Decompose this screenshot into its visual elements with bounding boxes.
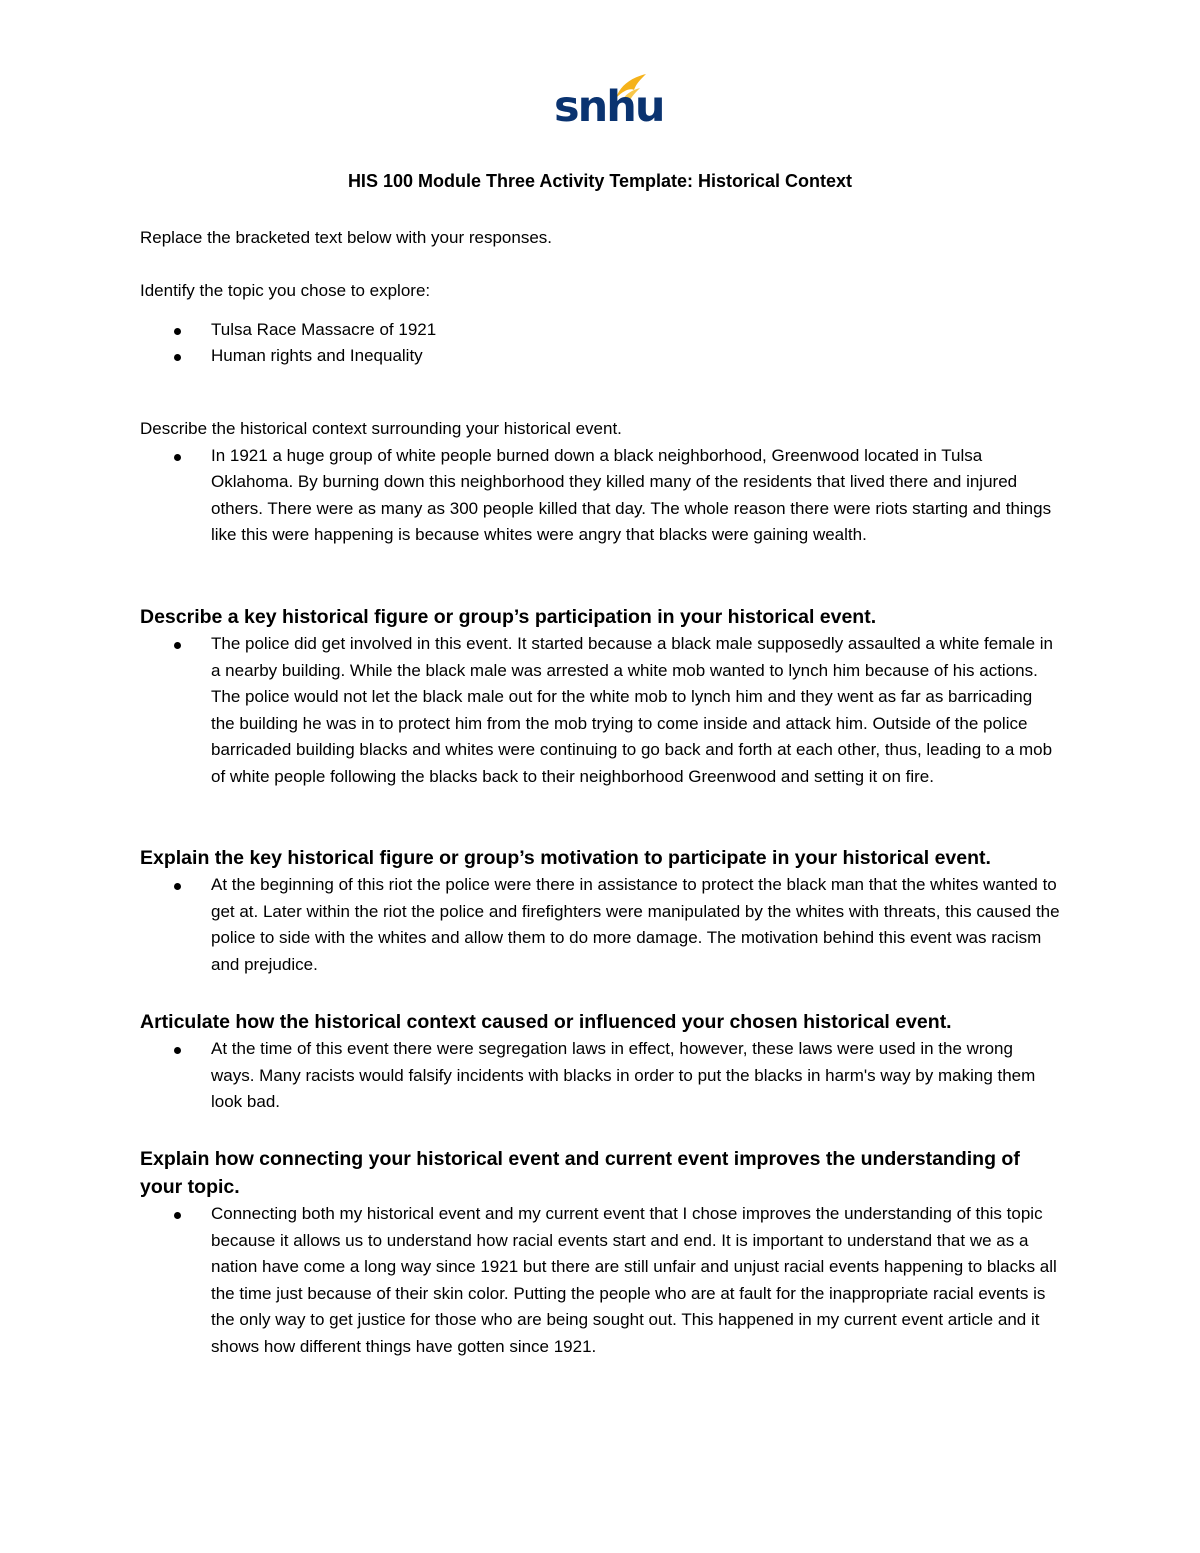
section-heading: Explain how connecting your historical event and current event improves the understanding of your topic. (140, 1148, 1020, 1198)
motivation-list (140, 872, 1060, 978)
bullet-icon (174, 354, 181, 361)
section-heading: Explain the key historical figure or group’s motivation to participate in your historical event. (140, 847, 991, 869)
bullet-icon (174, 642, 181, 649)
motivation-section (140, 844, 1060, 978)
instructions-text: Replace the bracketed text below with your responses. (140, 228, 553, 247)
bullet-icon (174, 328, 181, 335)
connection-section (140, 1145, 1060, 1360)
participation-list (140, 631, 1060, 790)
bullet-icon (174, 883, 181, 890)
bullet-icon (174, 1047, 181, 1054)
list-item: Human rights and Inequality (140, 343, 1060, 370)
connection-list (140, 1201, 1060, 1360)
list-item: Connecting both my historical event and my current event that I chose improves the understanding of this topic because it allows us to understand how racial events start and end. It is important to understand that we as a nation have come a long way since 1921 but there are still unfair and unjust racial events happening to blacks all the time just because of their skin color. Putting the people who are at fault for the inappropriate racial events is the only way to get justice for those who are being sought out. This happened in my current event article and it shows how different things have gotten since 1921. (140, 1201, 1060, 1360)
document-title: HIS 100 Module Three Activity Template: Historical Context (347, 171, 853, 191)
participation-section (140, 603, 1060, 790)
context-influence-list (140, 1036, 1060, 1116)
bullet-icon (174, 1212, 181, 1219)
list-item: In 1921 a huge group of white people burned down a black neighborhood, Greenwood located in Tulsa Oklahoma. By burning down this neighborhood they killed many of the residents that lived there and injured others. There were as many as 300 people killed that day. The whole reason there were riots starting and things like this were happening is because whites were angry that blacks were gaining wealth. (140, 443, 1060, 549)
context-prompt: Describe the historical context surrounding your historical event. (140, 419, 622, 438)
topic-section (140, 278, 1060, 370)
snhu-wordmark: snhu (554, 82, 664, 132)
list-item: At the beginning of this riot the police were there in assistance to protect the black man that the whites wanted to get at. Later within the riot the police and firefighters were manipulated by the whites with threats, this caused the police to side with the whites and allow them to do more damage. The motivation behind this event was racism and prejudice. (140, 872, 1060, 978)
context-section (140, 416, 1060, 549)
context-influence-section (140, 1008, 1060, 1116)
section-heading: Describe a key historical figure or group’s participation in your historical event. (140, 606, 877, 628)
topic-list (140, 317, 1060, 370)
list-item: At the time of this event there were segregation laws in effect, however, these laws were used in the wrong ways. Many racists would falsify incidents with blacks in order to put the blacks in harm's way by making them look bad. (140, 1036, 1060, 1116)
list-item: Tulsa Race Massacre of 1921 (140, 317, 1060, 344)
list-item: The police did get involved in this event. It started because a black male supposedly assaulted a white female in a nearby building. While the black male was arrested a white mob wanted to lynch him because of his actions. The police would not let the black male out for the white mob to lynch him and they went as far as barricading the building he was in to protect him from the mob trying to come inside and attack him. Outside of the police barricaded building blacks and whites were continuing to go back and forth at each other, thus, leading to a mob of white people following the blacks back to their neighborhood Greenwood and setting it on fire. (140, 631, 1060, 790)
context-list (140, 443, 1060, 549)
topic-prompt: Identify the topic you chose to explore: (140, 281, 431, 300)
snhu-logo (554, 72, 664, 134)
section-heading: Articulate how the historical context caused or influenced your chosen historical event. (140, 1011, 952, 1033)
bullet-icon (174, 454, 181, 461)
